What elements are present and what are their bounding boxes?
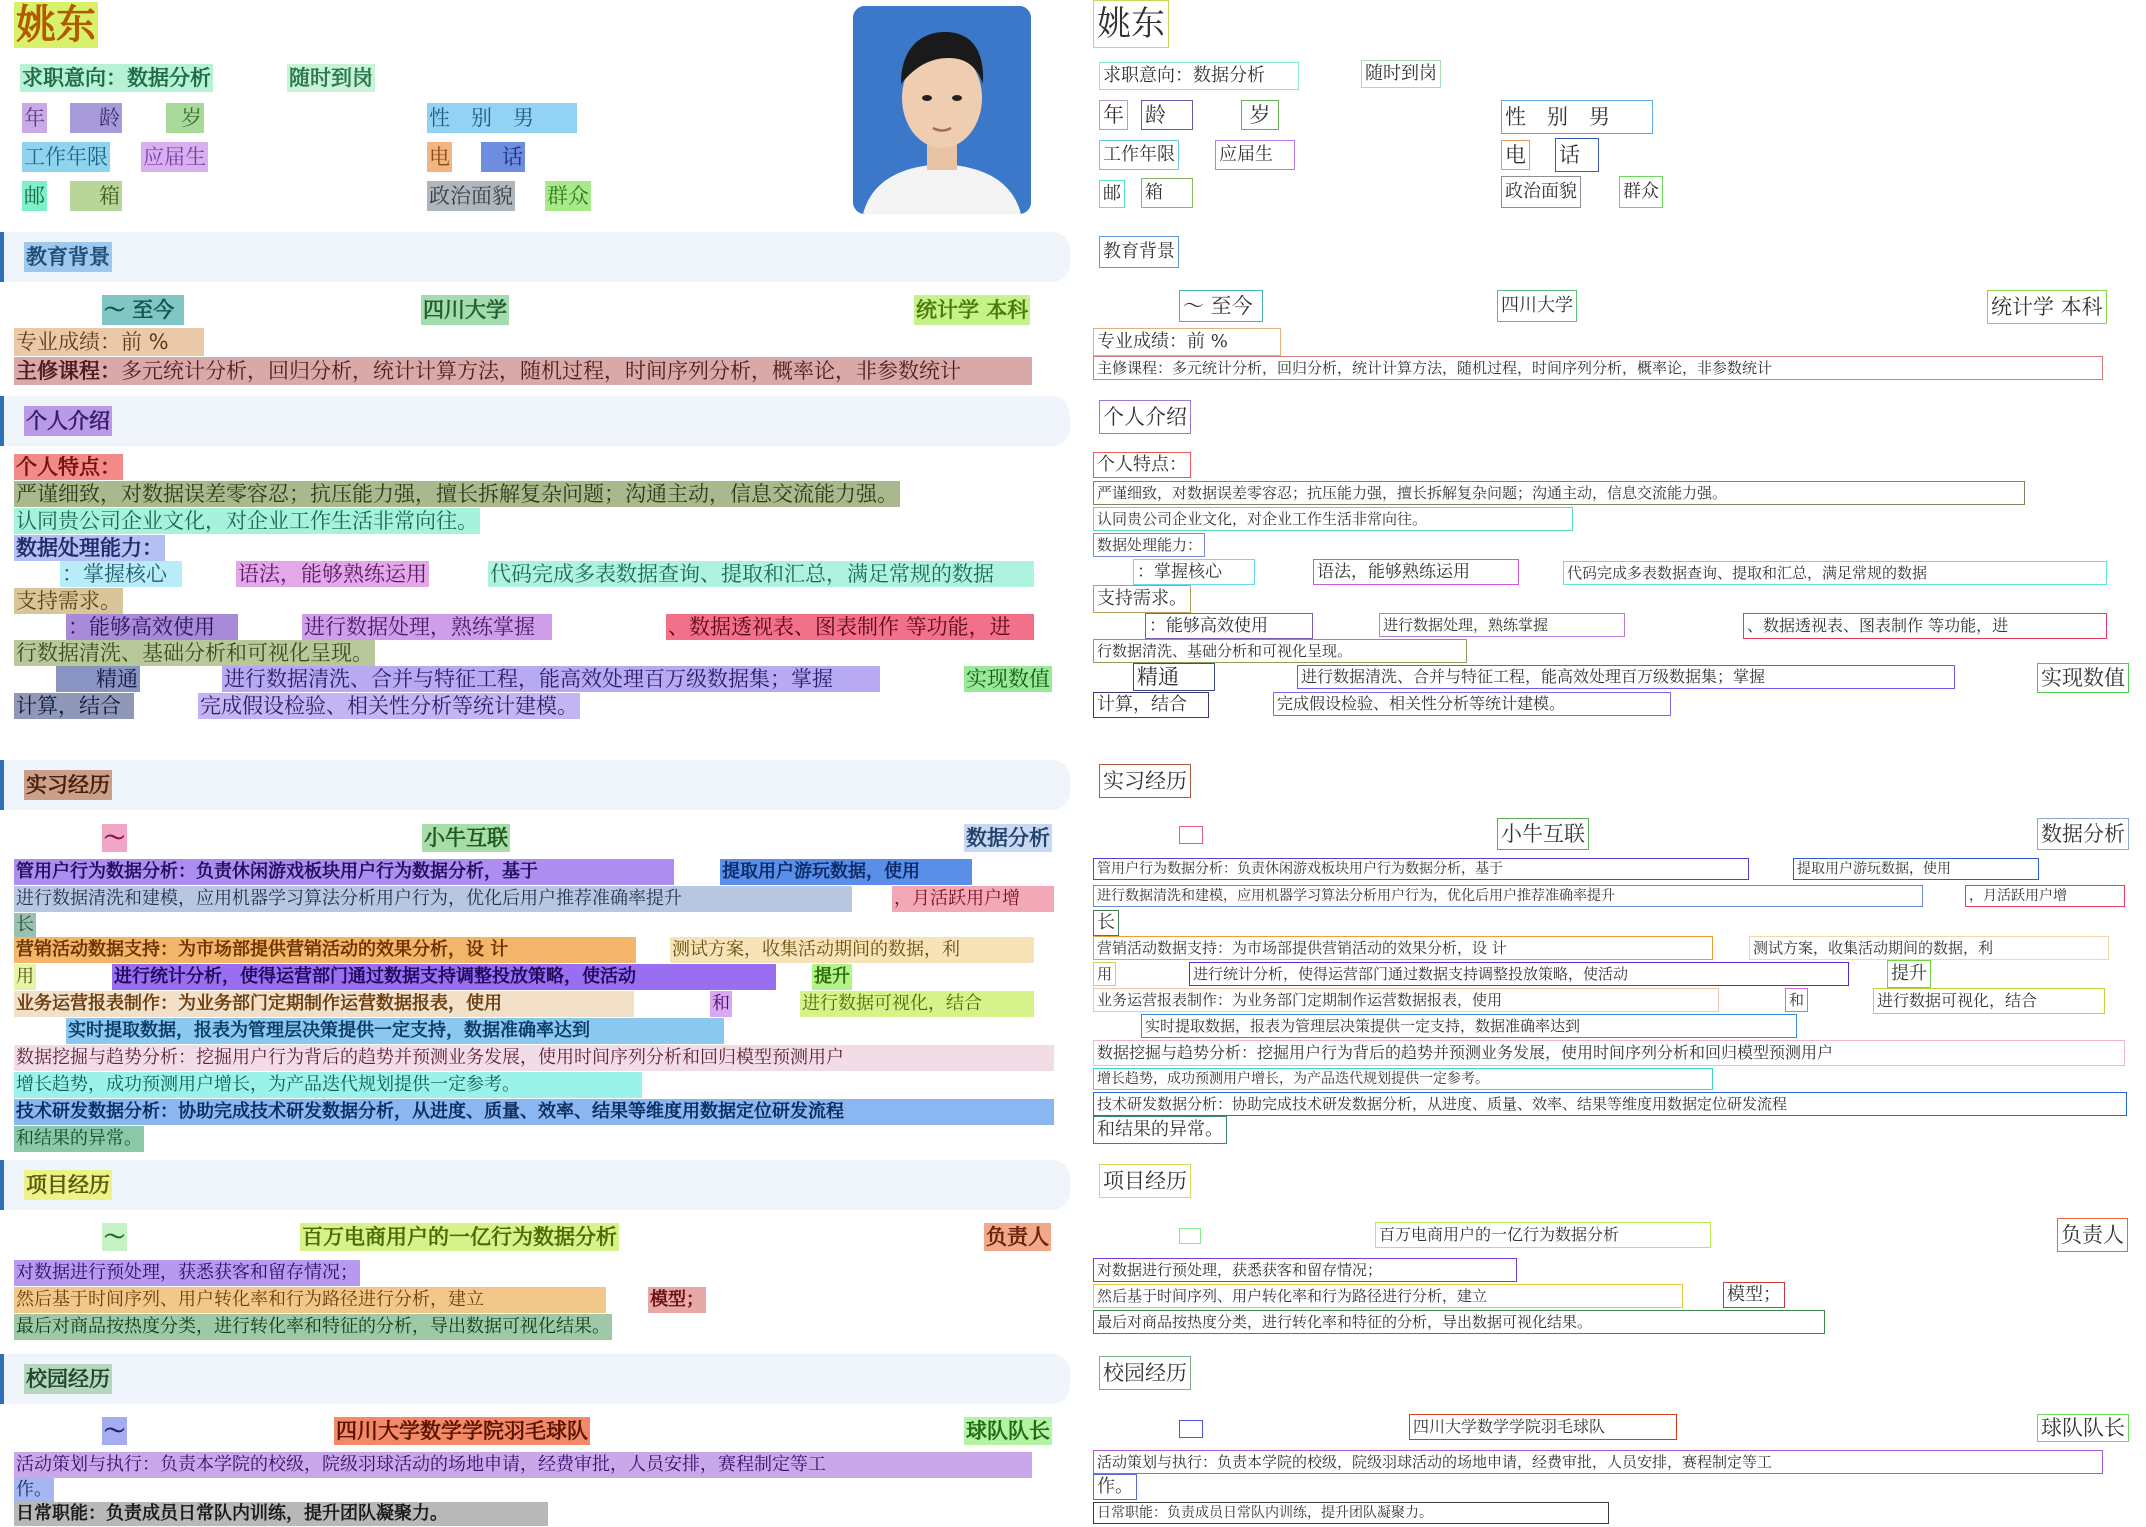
intro-line-2-box: 认同贵公司企业文化，对企业工作生活非常向往。	[1093, 507, 1573, 531]
intro-ability-6: 进行数据处理，熟练掌握	[302, 614, 552, 640]
education-section-band	[0, 232, 1070, 282]
intro-ability-2: 语法，能够熟练运用	[238, 561, 427, 586]
intro-ability-7: 、数据透视表、图表制作 等功能，进	[666, 614, 1034, 640]
project-line-2b-box: 模型；	[1723, 1282, 1785, 1308]
project-title: 项目经历	[24, 1170, 112, 1200]
outlined-layout-pane	[1073, 0, 2146, 1527]
project-title-box: 项目经历	[1099, 1164, 1191, 1198]
internship-line-6c-box: 进行数据可视化，结合	[1873, 988, 2105, 1014]
politics-label-box: 政治面貌	[1501, 176, 1581, 208]
internship-line-4a-box: 营销活动数据支持：为市场部提供营销活动的效果分析，设 计	[1093, 936, 1713, 960]
campus-section-band	[0, 1354, 1070, 1404]
fresh-grad: 应届生	[141, 142, 208, 172]
campus-line-1: 活动策划与执行：负责本学院的校级，院级羽球活动的场地申请，经费审批，人员安排，赛程制定等工	[14, 1452, 1032, 1478]
project-line-2a-box: 然后基于时间序列、用户转化率和行为路径进行分析，建立	[1093, 1284, 1683, 1308]
internship-period-box	[1179, 826, 1203, 844]
internship-title: 实习经历	[24, 770, 112, 800]
project-period-box	[1179, 1228, 1201, 1244]
age-label-box: 年	[1099, 100, 1128, 130]
internship-line-6b-box: 和	[1785, 988, 1808, 1012]
intro-ability-9-box: 精通	[1133, 663, 1215, 691]
internship-line-7-box: 实时提取数据，报表为管理层决策提供一定支持，数据准确率达到	[1141, 1014, 1797, 1038]
campus-period-box	[1179, 1420, 1203, 1438]
intro-ability-1-box: ：掌握核心	[1133, 559, 1255, 585]
phone-label-box: 电	[1501, 140, 1530, 170]
intro-ability-label-box: 数据处理能力：	[1093, 533, 1205, 557]
internship-role-box: 数据分析	[2037, 818, 2129, 850]
internship-line-1a-box: 管用户行为数据分析：负责休闲游戏板块用户行为数据分析，基于	[1093, 858, 1749, 880]
age-label-2: 龄	[70, 103, 122, 133]
education-score-box: 专业成绩：前 %	[1093, 328, 1281, 356]
intro-traits-label: 个人特点：	[16, 454, 121, 479]
project-line-1-box: 对数据进行预处理，获悉获客和留存情况；	[1093, 1258, 1517, 1282]
campus-section-marker	[0, 1354, 4, 1404]
email-label: 邮	[22, 181, 47, 211]
intro-ability-5-box: ：能够高效使用	[1145, 613, 1313, 639]
internship-line-5b: 进行统计分析，使得运营部门通过数据支持调整投放策略，使活动	[112, 964, 776, 990]
intro-traits-box: 个人特点：	[1093, 452, 1191, 478]
education-school-box: 四川大学	[1497, 290, 1577, 322]
intro-section-band	[0, 396, 1070, 446]
intro-ability-13: 完成假设检验、相关性分析等统计建模。	[200, 693, 578, 718]
intro-ability-2-box: 语法，能够熟练运用	[1313, 559, 1519, 585]
internship-line-8: 数据挖掘与趋势分析：挖掘用户行为背后的趋势并预测业务发展，使用时间序列分析和回归模型预测用户	[14, 1045, 1054, 1071]
internship-line-9-box: 增长趋势，成功预测用户增长，为产品迭代规划提供一定参考。	[1093, 1068, 1713, 1090]
job-intent-box: 求职意向：数据分析	[1099, 62, 1299, 90]
internship-line-4a: 营销活动数据支持：为市场部提供营销活动的效果分析，设 计	[14, 937, 636, 963]
internship-line-5a: 用	[14, 964, 36, 990]
internship-company: 小牛互联	[422, 824, 510, 852]
gender: 性 别 男	[427, 103, 577, 133]
project-name-box: 百万电商用户的一亿行为数据分析	[1375, 1222, 1711, 1248]
internship-section-marker	[0, 760, 4, 810]
intro-ability-3: 代码完成多表数据查询、提取和汇总，满足常规的数据	[488, 561, 1034, 587]
fresh-grad-box: 应届生	[1215, 140, 1295, 170]
intro-ability-4-box: 支持需求。	[1093, 585, 1191, 613]
internship-line-10-box: 技术研发数据分析：协助完成技术研发数据分析，从进度、质量、效率、结果等维度用数据定位研发流程	[1093, 1092, 2127, 1116]
internship-role: 数据分析	[964, 824, 1052, 852]
project-period: ～	[102, 1223, 127, 1251]
age-label: 年	[22, 103, 47, 133]
intro-ability-4: 支持需求。	[16, 588, 121, 613]
internship-period: ～	[102, 824, 127, 852]
project-line-2b: 模型；	[648, 1287, 706, 1313]
internship-line-1b: 提取用户游玩数据，使用	[720, 859, 972, 885]
internship-line-11: 和结果的异常。	[14, 1126, 144, 1152]
intro-ability-3-box: 代码完成多表数据查询、提取和汇总，满足常规的数据	[1563, 561, 2107, 585]
intro-ability-12: 计算，结合	[14, 693, 134, 719]
gender-box: 性 别 男	[1501, 100, 1653, 134]
project-line-3: 最后对商品按热度分类，进行转化率和特征的分析，导出数据可视化结果。	[14, 1314, 612, 1340]
internship-line-1b-box: 提取用户游玩数据，使用	[1793, 858, 2039, 880]
intro-ability-5: ：能够高效使用	[66, 614, 238, 640]
internship-line-2a-box: 进行数据清洗和建模，应用机器学习算法分析用户行为，优化后用户推荐准确率提升	[1093, 885, 1923, 907]
internship-line-11-box: 和结果的异常。	[1093, 1116, 1227, 1144]
campus-role-box: 球队队长	[2037, 1414, 2129, 1442]
education-title: 教育背景	[24, 242, 112, 272]
intro-ability-6-box: 进行数据处理，熟练掌握	[1379, 613, 1625, 637]
campus-title-box: 校园经历	[1099, 1356, 1191, 1390]
education-degree-box: 统计学 本科	[1987, 290, 2107, 324]
intro-ability-10: 进行数据清洗、合并与特征工程，能高效处理百万级数据集；掌握	[222, 666, 880, 692]
education-period: ～ 至今	[102, 295, 184, 325]
job-intent: 求职意向：数据分析	[20, 64, 213, 92]
intro-ability-11: 实现数值	[966, 666, 1050, 691]
intro-ability-8: 行数据清洗、基础分析和可视化呈现。	[16, 640, 373, 665]
intro-ability-13-box: 完成假设检验、相关性分析等统计建模。	[1273, 692, 1671, 716]
phone-label-2: 话	[481, 142, 525, 172]
internship-line-5a-box: 用	[1093, 962, 1116, 986]
campus-role: 球队队长	[964, 1417, 1052, 1445]
phone-label-2-box: 话	[1555, 138, 1599, 172]
internship-company-box: 小牛互联	[1497, 818, 1589, 850]
internship-line-6c: 进行数据可视化，结合	[800, 991, 1034, 1017]
education-section-marker	[0, 232, 4, 282]
campus-title: 校园经历	[24, 1364, 112, 1394]
campus-org-box: 四川大学数学学院羽毛球队	[1409, 1414, 1677, 1440]
age-unit-box: 岁	[1241, 100, 1279, 130]
availability-box: 随时到岗	[1361, 60, 1441, 88]
project-name: 百万电商用户的一亿行为数据分析	[300, 1223, 619, 1251]
internship-line-3: 长	[16, 914, 34, 935]
intro-line-1: 严谨细致，对数据误差零容忍；抗压能力强，擅长拆解复杂问题；沟通主动，信息交流能力强。	[16, 481, 898, 506]
email-label-2: 箱	[70, 181, 122, 211]
profile-photo	[853, 6, 1031, 214]
politics-value: 群众	[545, 181, 591, 211]
internship-line-2a: 进行数据清洗和建模，应用机器学习算法分析用户行为，优化后用户推荐准确率提升	[14, 886, 852, 912]
internship-section-band	[0, 760, 1070, 810]
politics-value-box: 群众	[1619, 176, 1663, 208]
education-degree: 统计学 本科	[914, 295, 1030, 325]
campus-line-2-box: 作。	[1093, 1474, 1137, 1500]
project-line-1: 对数据进行预处理，获悉获客和留存情况；	[14, 1260, 360, 1286]
education-courses-row	[14, 357, 1032, 385]
age-label-2-box: 龄	[1141, 100, 1193, 130]
education-title-box: 教育背景	[1099, 236, 1179, 268]
internship-line-4b-box: 测试方案，收集活动期间的数据，利	[1749, 936, 2109, 960]
project-section-band	[0, 1160, 1070, 1210]
internship-line-10: 技术研发数据分析：协助完成技术研发数据分析，从进度、质量、效率、结果等维度用数据定位研发流程	[14, 1099, 1054, 1125]
intro-line-1-box: 严谨细致，对数据误差零容忍；抗压能力强，擅长拆解复杂问题；沟通主动，信息交流能力强。	[1093, 481, 2025, 505]
intro-ability-label: 数据处理能力：	[16, 535, 163, 560]
work-years-label: 工作年限	[22, 142, 110, 172]
project-role-box: 负责人	[2057, 1218, 2128, 1252]
work-years-box: 工作年限	[1099, 140, 1179, 170]
intro-section-marker	[0, 396, 4, 446]
project-line-2a: 然后基于时间序列、用户转化率和行为路径进行分析，建立	[14, 1287, 606, 1313]
internship-line-2b-box: ，月活跃用户增	[1965, 885, 2125, 907]
campus-line-2: 作。	[16, 1479, 52, 1500]
education-courses-box	[1093, 356, 2103, 380]
email-label-2-box: 箱	[1141, 178, 1193, 208]
education-courses: 多元统计分析，回归分析，统计计算方法，随机过程，时间序列分析，概率论，非参数统计	[121, 358, 961, 383]
intro-ability-8-box: 行数据清洗、基础分析和可视化呈现。	[1093, 639, 1467, 663]
education-school: 四川大学	[421, 295, 509, 325]
age-unit: 岁	[166, 103, 204, 133]
internship-line-2b: ，月活跃用户增	[892, 886, 1054, 912]
project-role: 负责人	[984, 1223, 1051, 1251]
intro-title-box: 个人介绍	[1099, 400, 1191, 434]
intro-line-2: 认同贵公司企业文化，对企业工作生活非常向往。	[16, 508, 478, 533]
person-portrait-icon	[853, 6, 1031, 214]
education-courses-label: 主修课程：	[16, 358, 121, 383]
internship-line-5c: 提升	[812, 964, 852, 990]
education-courses-box-text: 多元统计分析，回归分析，统计计算方法，随机过程，时间序列分析，概率论，非参数统计	[1172, 358, 1773, 377]
internship-line-5b-box: 进行统计分析，使得运营部门通过数据支持调整投放策略，使活动	[1189, 962, 1849, 986]
campus-period: ～	[102, 1417, 127, 1445]
intro-ability-7-box: 、数据透视表、图表制作 等功能，进	[1743, 613, 2107, 639]
intro-ability-11-box: 实现数值	[2037, 663, 2129, 693]
internship-line-9: 增长趋势，成功预测用户增长，为产品迭代规划提供一定参考。	[14, 1072, 642, 1098]
internship-line-6a-box: 业务运营报表制作：为业务部门定期制作运营数据报表，使用	[1093, 988, 1719, 1012]
project-line-3-box: 最后对商品按热度分类，进行转化率和特征的分析，导出数据可视化结果。	[1093, 1310, 1825, 1334]
internship-line-6b: 和	[710, 991, 732, 1017]
campus-org: 四川大学数学学院羽毛球队	[334, 1417, 590, 1445]
intro-ability-10-box: 进行数据清洗、合并与特征工程，能高效处理百万级数据集；掌握	[1297, 665, 1955, 689]
campus-line-3: 日常职能：负责成员日常队内训练，提升团队凝聚力。	[14, 1502, 548, 1526]
intro-title: 个人介绍	[24, 406, 112, 436]
name-title: 姚东	[16, 2, 96, 48]
education-period-box: ～ 至今	[1179, 290, 1263, 322]
education-score: 专业成绩：前 %	[14, 328, 204, 356]
phone-label: 电	[427, 142, 452, 172]
internship-line-4b: 测试方案，收集活动期间的数据，利	[670, 937, 1034, 963]
availability: 随时到岗	[287, 64, 375, 92]
politics-label: 政治面貌	[427, 181, 515, 211]
name-title-box: 姚东	[1093, 0, 1169, 48]
education-courses-box-label: 主修课程：	[1097, 358, 1173, 377]
email-label-box: 邮	[1099, 180, 1125, 208]
intro-ability-12-box: 计算，结合	[1093, 692, 1209, 718]
campus-line-1-box: 活动策划与执行：负责本学院的校级，院级羽球活动的场地申请，经费审批，人员安排，赛程制定等工	[1093, 1450, 2103, 1474]
intro-ability-9: 精通	[56, 666, 140, 692]
project-section-marker	[0, 1160, 4, 1210]
internship-line-8-box: 数据挖掘与趋势分析：挖掘用户行为背后的趋势并预测业务发展，使用时间序列分析和回归模型预测用户	[1093, 1040, 2125, 1066]
internship-line-7: 实时提取数据，报表为管理层决策提供一定支持，数据准确率达到	[66, 1018, 724, 1044]
internship-title-box: 实习经历	[1099, 764, 1191, 798]
intro-ability-1: ：掌握核心	[60, 561, 182, 587]
campus-line-3-box: 日常职能：负责成员日常队内训练，提升团队凝聚力。	[1093, 1502, 1609, 1524]
internship-line-5c-box: 提升	[1887, 960, 1931, 988]
internship-line-3-box: 长	[1093, 910, 1119, 936]
internship-line-6a: 业务运营报表制作：为业务部门定期制作运营数据报表，使用	[14, 991, 634, 1017]
internship-line-1a: 管用户行为数据分析：负责休闲游戏板块用户行为数据分析，基于	[14, 859, 674, 885]
